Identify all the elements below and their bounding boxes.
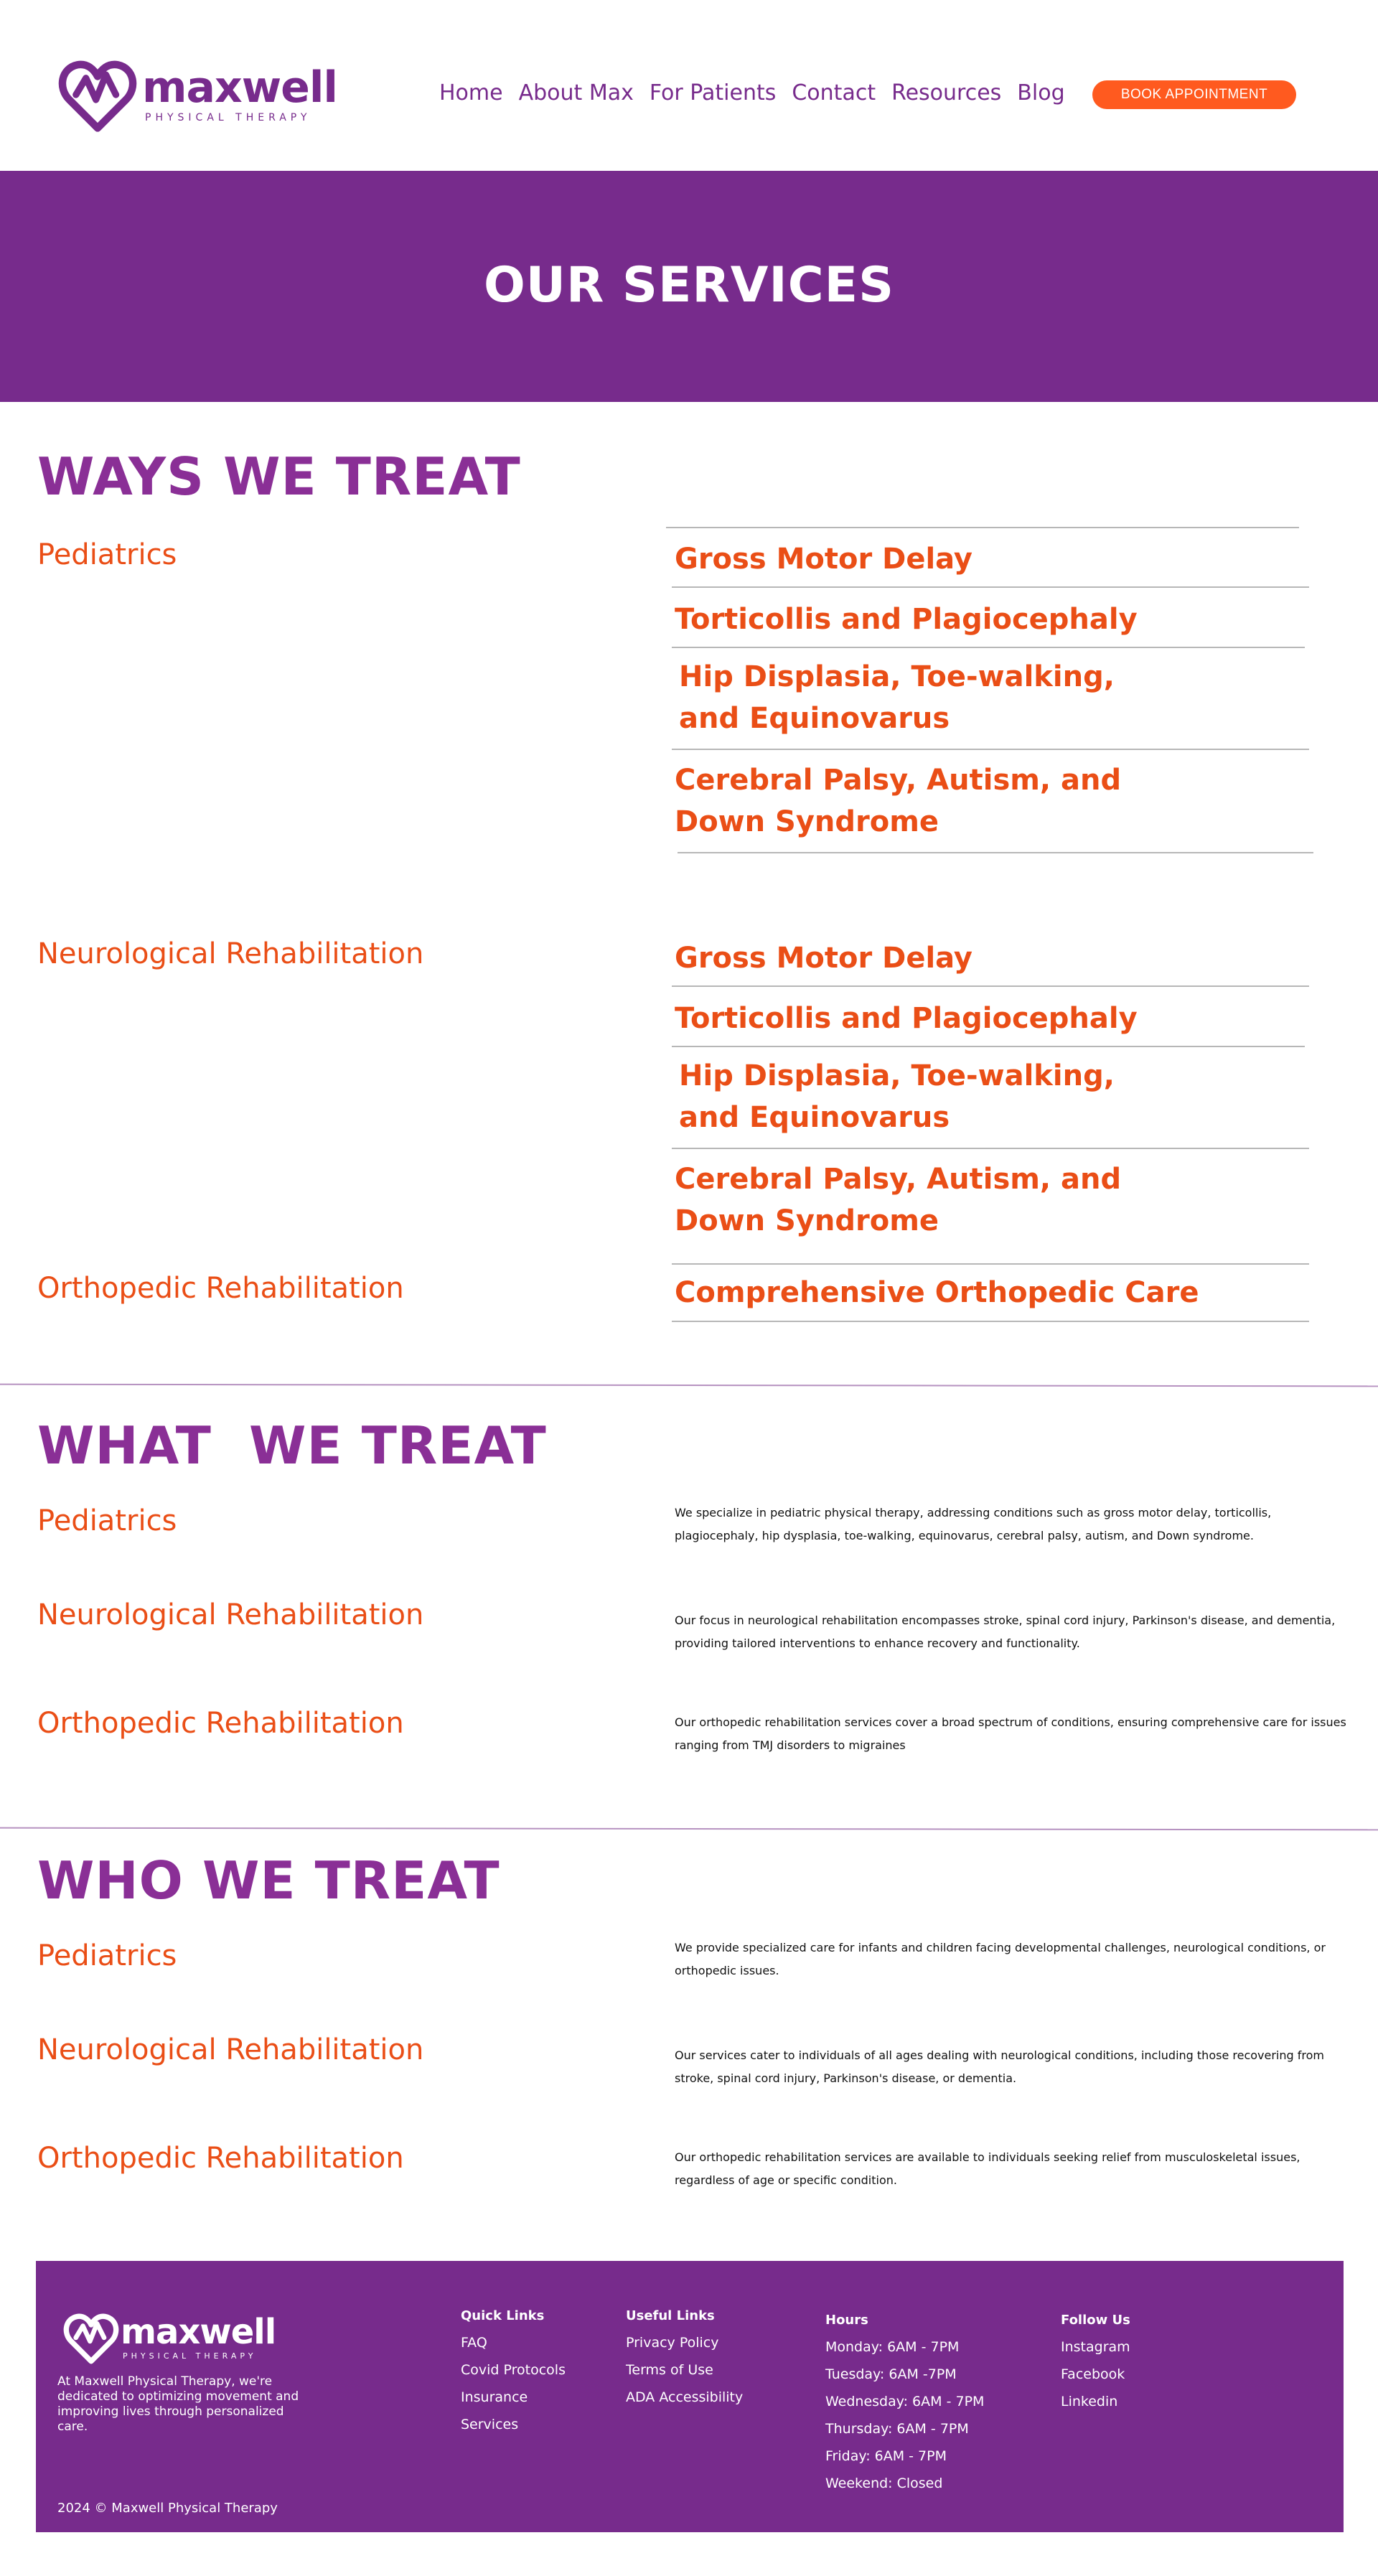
logo-tagline: PHYSICAL THERAPY — [145, 112, 311, 123]
logo-wordmark: maxwell — [142, 62, 337, 113]
what-category-pediatrics: Pediatrics — [37, 1504, 177, 1537]
who-description: Our services cater to individuals of all ages dealing with neurological conditions, including those recovering from stroke, spinal cord injury, Parkinson's disease, or dementia. — [675, 2048, 1324, 2085]
hours-friday: Friday: 6AM - 7PM — [825, 2448, 947, 2464]
footer-follow-us — [1061, 2313, 1130, 2415]
quick-links-heading: Quick Links — [461, 2308, 545, 2323]
footer-link-covid-protocols[interactable]: Covid Protocols — [461, 2362, 566, 2378]
hero-banner — [0, 171, 1378, 402]
footer-logo[interactable] — [62, 2308, 276, 2367]
hours-monday: Monday: 6AM - 7PM — [825, 2339, 960, 2355]
divider-line — [678, 852, 1313, 853]
nav-resources[interactable]: Resources — [891, 80, 1002, 106]
page-title: OUR SERVICES — [483, 257, 895, 314]
condition-item: Cerebral Palsy, Autism, and Down Syndrome — [675, 1163, 1122, 1237]
what-category-neurological: Neurological Rehabilitation — [37, 1598, 424, 1631]
who-category-neurological: Neurological Rehabilitation — [37, 2033, 424, 2066]
footer-tagline: At Maxwell Physical Therapy, we're dedicated to optimizing movement and improving lives through personalized care. — [57, 2374, 299, 2434]
condition-item: Gross Motor Delay — [675, 942, 972, 975]
hours-tuesday: Tuesday: 6AM -7PM — [825, 2366, 957, 2382]
condition-item: Torticollis and Plagiocephaly — [675, 603, 1138, 636]
condition-item: Hip Displasia, Toe-walking, and Equinovarus — [679, 1059, 1115, 1134]
hours-weekend: Weekend: Closed — [825, 2476, 943, 2491]
footer-link-instagram[interactable]: Instagram — [1061, 2339, 1130, 2355]
condition-item: Comprehensive Orthopedic Care — [675, 1276, 1199, 1309]
divider-line — [672, 1046, 1305, 1047]
nav-for-patients[interactable]: For Patients — [649, 80, 777, 106]
footer-link-faq[interactable]: FAQ — [461, 2335, 487, 2351]
follow-us-heading: Follow Us — [1061, 2313, 1130, 2328]
divider-line — [672, 586, 1309, 588]
section-divider — [0, 1827, 1378, 1831]
book-appointment-button[interactable]: BOOK APPOINTMENT — [1092, 80, 1296, 109]
what-description: We specialize in pediatric physical therapy, addressing conditions such as gross motor delay, torticollis, plagiocephaly, hip dysplasia, toe-walking, equinovarus, cerebral palsy, autism, and Down syndrome. — [675, 1506, 1272, 1542]
what-we-treat-heading: WHAT WE TREAT — [37, 1415, 547, 1476]
footer-link-ada-accessibility[interactable]: ADA Accessibility — [626, 2389, 744, 2405]
who-description: We provide specialized care for infants and children facing developmental challenges, neurological conditions, or orthopedic issues. — [675, 1941, 1326, 1977]
nav-blog[interactable]: Blog — [1017, 80, 1065, 106]
footer-useful-links — [626, 2308, 743, 2411]
what-description: Our orthopedic rehabilitation services cover a broad spectrum of conditions, ensuring comprehensive care for issues ranging from TMJ disorders to migraines — [675, 1715, 1346, 1752]
condition-item: Gross Motor Delay — [675, 543, 972, 576]
site-header — [0, 0, 1378, 171]
who-category-orthopedic: Orthopedic Rehabilitation — [37, 2142, 404, 2175]
divider-line — [672, 647, 1305, 648]
section-divider — [0, 1384, 1378, 1387]
divider-line — [666, 527, 1299, 528]
ways-category-pediatrics: Pediatrics — [37, 538, 177, 571]
footer-link-services[interactable]: Services — [461, 2417, 519, 2432]
nav-about-max[interactable]: About Max — [518, 80, 634, 106]
divider-line — [672, 1321, 1309, 1322]
condition-item: Torticollis and Plagiocephaly — [675, 1002, 1138, 1035]
ways-category-orthopedic: Orthopedic Rehabilitation — [37, 1272, 404, 1305]
who-we-treat-heading: WHO WE TREAT — [37, 1850, 500, 1911]
condition-item: Cerebral Palsy, Autism, and Down Syndrome — [675, 764, 1122, 838]
hours-thursday: Thursday: 6AM - 7PM — [825, 2421, 969, 2437]
divider-line — [672, 1148, 1309, 1149]
what-description: Our focus in neurological rehabilitation encompasses stroke, spinal cord injury, Parkinson's disease, and dementia, providing tailored interventions to enhance recovery and functionality. — [675, 1613, 1336, 1650]
footer-link-terms-of-use[interactable]: Terms of Use — [626, 2362, 713, 2378]
ways-category-neurological: Neurological Rehabilitation — [37, 937, 424, 970]
who-description: Our orthopedic rehabilitation services are available to individuals seeking relief from musculoskeletal issues, regardless of age or specific condition. — [675, 2150, 1300, 2187]
divider-line — [672, 1263, 1309, 1265]
footer-copyright: 2024 © Maxwell Physical Therapy — [57, 2501, 278, 2516]
footer-logo-wordmark: maxwell — [121, 2312, 276, 2352]
nav-contact[interactable]: Contact — [792, 80, 876, 106]
hours-wednesday: Wednesday: 6AM - 7PM — [825, 2394, 985, 2409]
useful-links-heading: Useful Links — [626, 2308, 715, 2323]
main-nav — [439, 80, 1065, 106]
divider-line — [672, 749, 1309, 750]
footer-logo-tagline: PHYSICAL THERAPY — [123, 2351, 257, 2361]
footer-quick-links — [461, 2308, 566, 2438]
site-footer — [36, 2261, 1344, 2532]
footer-link-facebook[interactable]: Facebook — [1061, 2366, 1125, 2382]
footer-link-insurance[interactable]: Insurance — [461, 2389, 528, 2405]
heart-logo-icon — [56, 53, 139, 136]
condition-item: Hip Displasia, Toe-walking, and Equinovarus — [679, 660, 1115, 735]
logo[interactable] — [56, 53, 337, 136]
who-category-pediatrics: Pediatrics — [37, 1939, 177, 1972]
footer-hours — [825, 2313, 984, 2497]
heart-logo-icon — [62, 2308, 121, 2367]
nav-home[interactable]: Home — [439, 80, 503, 106]
ways-we-treat-heading: WAYS WE TREAT — [37, 446, 521, 507]
footer-link-linkedin[interactable]: Linkedin — [1061, 2394, 1118, 2409]
what-category-orthopedic: Orthopedic Rehabilitation — [37, 1707, 404, 1740]
hours-heading: Hours — [825, 2313, 868, 2328]
footer-link-privacy-policy[interactable]: Privacy Policy — [626, 2335, 719, 2351]
divider-line — [672, 985, 1309, 987]
